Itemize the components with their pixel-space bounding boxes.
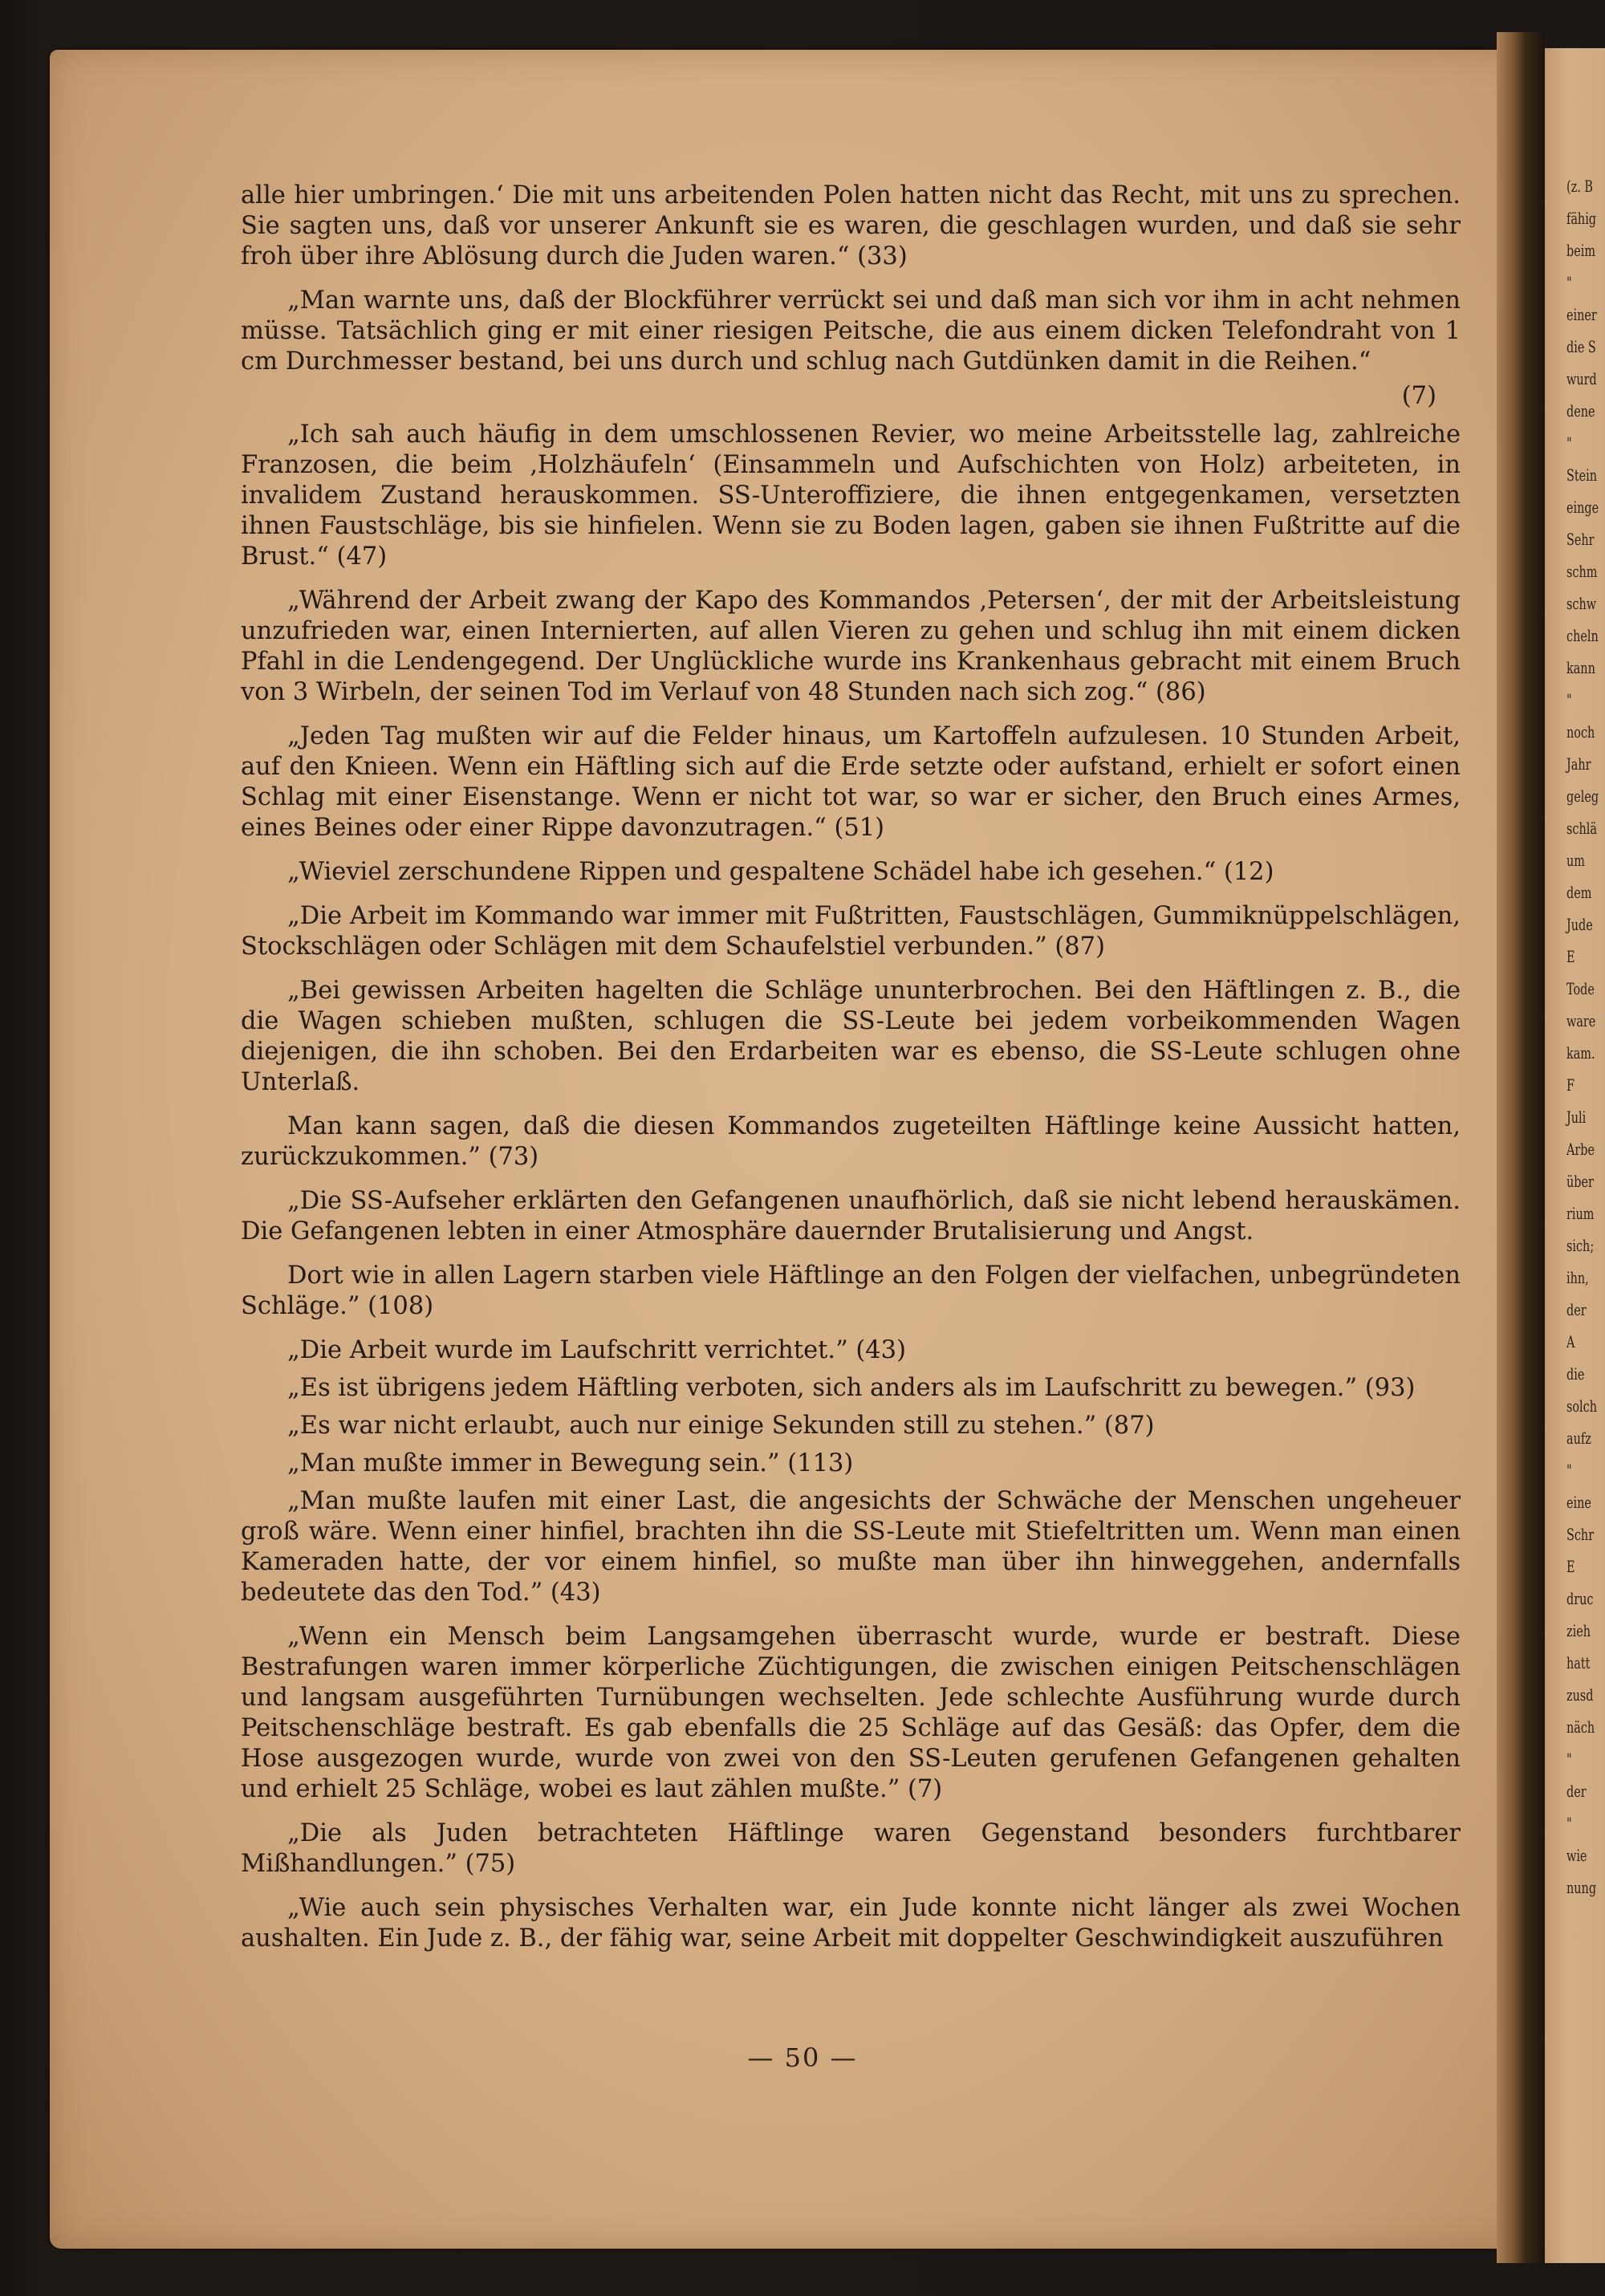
paragraph: „Man mußte laufen mit einer Last, die angesichts der Schwäche der Menschen ungeheuer groß wäre. Wenn einer hinfiel, brachten ihn die SS-Leute mit Stiefeltritten um. Wenn man einen Kameraden hatte, der vor einem hinfiel, so mußte man über ihn hinweggehen, andernfalls bedeutete das den Tod.” (43) bbox=[241, 1487, 1461, 1607]
adjacent-page-fragment: die S bbox=[1566, 337, 1596, 356]
adjacent-page-fragment: Jahr bbox=[1566, 754, 1591, 774]
adjacent-page-fragment: der bbox=[1566, 1782, 1587, 1801]
adjacent-page-fragment: F bbox=[1566, 1075, 1575, 1095]
paragraph: „Jeden Tag mußten wir auf die Felder hinaus, um Kartoffeln aufzulesen. 10 Stunden Arbeit, auf den Knieen. Wenn ein Häftling sich auf die Erde setzte oder aufstand, erhielt er sofort einen Schlag mit einer Eisenstange. Wenn er nicht tot war, so war er sicher, den Bruch eines Armes, eines Beines oder einer Rippe davonzutragen.“ (51) bbox=[241, 722, 1461, 842]
adjacent-page-fragment: sich; bbox=[1566, 1236, 1595, 1255]
adjacent-page-fragment: beim bbox=[1566, 241, 1595, 260]
adjacent-page-fragment: Juli bbox=[1566, 1107, 1587, 1127]
adjacent-page-fragment: " bbox=[1566, 1814, 1572, 1833]
adjacent-page-edge bbox=[1545, 48, 1605, 2263]
adjacent-page-fragment: schlä bbox=[1566, 819, 1597, 838]
adjacent-page-fragment: rium bbox=[1566, 1204, 1595, 1223]
adjacent-page-fragment: wurd bbox=[1566, 369, 1597, 388]
adjacent-page-fragment: E bbox=[1566, 1557, 1575, 1576]
paragraph: „Die SS-Aufseher erklärten den Gefangenen unaufhörlich, daß sie nicht lebend herauskämen. Die Gefangenen lebten in einer Atmosphäre dauernder Brutalisierung und Angst. bbox=[241, 1187, 1461, 1246]
adjacent-page-fragment: " bbox=[1566, 1461, 1572, 1480]
adjacent-page-fragment: " bbox=[1566, 273, 1572, 292]
adjacent-page-fragment: einer bbox=[1566, 305, 1597, 324]
adjacent-page-fragment: fähig bbox=[1566, 209, 1597, 228]
adjacent-page-fragment: (z. B bbox=[1566, 177, 1593, 196]
adjacent-page-fragment: dem bbox=[1566, 883, 1592, 902]
citation-number: (7) bbox=[1401, 382, 1436, 410]
paragraph: „Es war nicht erlaubt, auch nur einige Sekunden still zu stehen.” (87) bbox=[287, 1412, 1155, 1440]
adjacent-page-fragment: zusd bbox=[1566, 1685, 1594, 1705]
adjacent-page-fragment: " bbox=[1566, 690, 1572, 709]
adjacent-page-fragment: wie bbox=[1566, 1846, 1587, 1865]
paragraph: „Die Arbeit im Kommando war immer mit Fußtritten, Faustschlägen, Gummiknüppelschlägen, Stockschlägen oder Schlägen mit dem Schaufelstiel verbunden.” (87) bbox=[241, 902, 1461, 961]
adjacent-page-fragment: E bbox=[1566, 947, 1575, 966]
adjacent-page-fragment: um bbox=[1566, 851, 1585, 870]
paragraph: „Man mußte immer in Bewegung sein.” (113) bbox=[287, 1449, 854, 1477]
adjacent-page-fragment: Tode bbox=[1566, 979, 1595, 998]
adjacent-page-fragment: druc bbox=[1566, 1589, 1594, 1608]
book-gutter bbox=[1497, 32, 1545, 2263]
adjacent-page-fragment: solch bbox=[1566, 1396, 1598, 1416]
paragraph: alle hier umbringen.‘ Die mit uns arbeitenden Polen hatten nicht das Recht, mit uns zu sprechen. Sie sagten uns, daß vor unserer Ankunft sie es waren, die geschlagen wurden, und daß sie sehr froh über ihre Ablösung durch die Juden waren.“ (33) bbox=[241, 181, 1461, 270]
paragraph: Dort wie in allen Lagern starben viele Häftlinge an den Folgen der vielfachen, unbegründeten Schläge.” (108) bbox=[241, 1262, 1461, 1320]
adjacent-page-fragment: nung bbox=[1566, 1878, 1597, 1897]
adjacent-page-fragment: kam. bbox=[1566, 1043, 1595, 1063]
adjacent-page-fragment: schw bbox=[1566, 594, 1597, 613]
paragraph: „Während der Arbeit zwang der Kapo des Kommandos ‚Petersen‘, der mit der Arbeitsleistung unzufrieden war, einen Internierten, auf allen Vieren zu gehen und schlug ihn mit einem dicken Pfahl in die Lendengegend. Der Unglückliche wurde ins Krankenhaus gebracht mit einem Bruch von 3 Wirbeln, der seinen Tod im Verlauf von 48 Stunden nach sich zog.“ (86) bbox=[241, 587, 1461, 706]
adjacent-page-fragment: über bbox=[1566, 1172, 1594, 1191]
adjacent-page-fragment: Jude bbox=[1566, 915, 1593, 934]
adjacent-page-fragment: kann bbox=[1566, 658, 1595, 677]
adjacent-page-fragment: noch bbox=[1566, 722, 1595, 742]
paragraph: „Man warnte uns, daß der Blockführer verrückt sei und daß man sich vor ihm in acht nehmen müsse. Tatsächlich ging er mit einer riesigen Peitsche, die aus einem dicken Telefondraht von 1 cm Durchmesser bestand, bei uns durch und schlug nach Gutdünken damit in die Reihen.“ bbox=[241, 286, 1461, 376]
paragraph: „Wie auch sein physisches Verhalten war, ein Jude konnte nicht länger als zwei Wochen aushalten. Ein Jude z. B., der fähig war, seine Arbeit mit doppelter Geschwindigkeit auszuführen bbox=[241, 1894, 1461, 1953]
adjacent-page-fragment: ware bbox=[1566, 1011, 1596, 1030]
paragraph: „Bei gewissen Arbeiten hagelten die Schläge ununterbrochen. Bei den Häftlingen z. B., die die Wagen schieben mußten, schlugen die SS-Leute bei jedem vorbeikommenden Wagen diejenigen, die ihn schoben. Bei den Erdarbeiten war es ebenso, die SS-Leute schlugen ohne Unterlaß. bbox=[241, 977, 1461, 1096]
adjacent-page-fragment: die bbox=[1566, 1364, 1585, 1384]
adjacent-page-fragment: geleg bbox=[1566, 786, 1599, 806]
adjacent-page-fragment: cheln bbox=[1566, 626, 1599, 645]
adjacent-page-fragment: hatt bbox=[1566, 1653, 1591, 1672]
paragraph: Man kann sagen, daß die diesen Kommandos zugeteilten Häftlinge keine Aussicht hatten, zurückzukommen.” (73) bbox=[241, 1112, 1461, 1171]
adjacent-page-fragment: zieh bbox=[1566, 1621, 1591, 1640]
adjacent-page-fragment: näch bbox=[1566, 1717, 1595, 1737]
adjacent-page-fragment: aufz bbox=[1566, 1428, 1591, 1448]
paragraph: „Wieviel zerschundene Rippen und gespaltene Schädel habe ich gesehen.“ (12) bbox=[287, 858, 1274, 886]
adjacent-page-fragment: einge bbox=[1566, 498, 1599, 517]
adjacent-page-fragment: " bbox=[1566, 433, 1572, 453]
adjacent-page-fragment: Sehr bbox=[1566, 530, 1595, 549]
adjacent-page-fragment: schm bbox=[1566, 562, 1598, 581]
adjacent-page-fragment: Schr bbox=[1566, 1525, 1595, 1544]
adjacent-page-fragment: A bbox=[1566, 1332, 1575, 1351]
body-text bbox=[241, 181, 1461, 1968]
paragraph: „Die als Juden betrachteten Häftlinge waren Gegenstand besonders furchtbarer Mißhandlungen.” (75) bbox=[241, 1819, 1461, 1878]
paragraph: „Die Arbeit wurde im Laufschritt verrichtet.” (43) bbox=[287, 1336, 906, 1364]
adjacent-page-fragment: eine bbox=[1566, 1493, 1591, 1512]
page-number: — 50 — bbox=[747, 2042, 858, 2073]
paragraph: „Es ist übrigens jedem Häftling verboten, sich anders als im Laufschritt zu bewegen.” (93) bbox=[287, 1374, 1416, 1402]
paragraph: „Wenn ein Mensch beim Langsamgehen überrascht wurde, wurde er bestraft. Diese Bestrafungen waren immer körperliche Züchtigungen, die zwischen einigen Peitschenschlägen und langsam ausgeführten Turnübungen wechselten. Jede schlechte Ausführung wurde durch Peitschenschläge bestraft. Es gab ebenfalls die 25 Schläge auf das Gesäß: das Opfer, dem die Hose ausgezogen wurde, wurde von zwei von den SS-Leuten gerufenen Gefangenen gehalten und erhielt 25 Schläge, wobei es laut zählen mußte.” (7) bbox=[241, 1623, 1461, 1803]
adjacent-page-fragment: dene bbox=[1566, 401, 1595, 421]
adjacent-page-fragment: " bbox=[1566, 1749, 1572, 1769]
adjacent-page-fragment: ihn, bbox=[1566, 1268, 1589, 1287]
paragraph: „Ich sah auch häufig in dem umschlossenen Revier, wo meine Arbeitsstelle lag, zahlreiche Franzosen, die beim ‚Holzhäufeln‘ (Einsammeln und Aufschichten von Holz) arbeiteten, in invalidem Zustand herauskommen. SS-Unteroffiziere, die ihnen entgegenkamen, versetzten ihnen Faustschläge, bis sie hinfielen. Wenn sie zu Boden lagen, gaben sie ihnen Fußtritte auf die Brust.“ (47) bbox=[241, 421, 1461, 571]
adjacent-page-fragment: Arbe bbox=[1566, 1140, 1595, 1159]
adjacent-page-fragment: der bbox=[1566, 1300, 1587, 1319]
adjacent-page-fragment: Stein bbox=[1566, 465, 1598, 485]
